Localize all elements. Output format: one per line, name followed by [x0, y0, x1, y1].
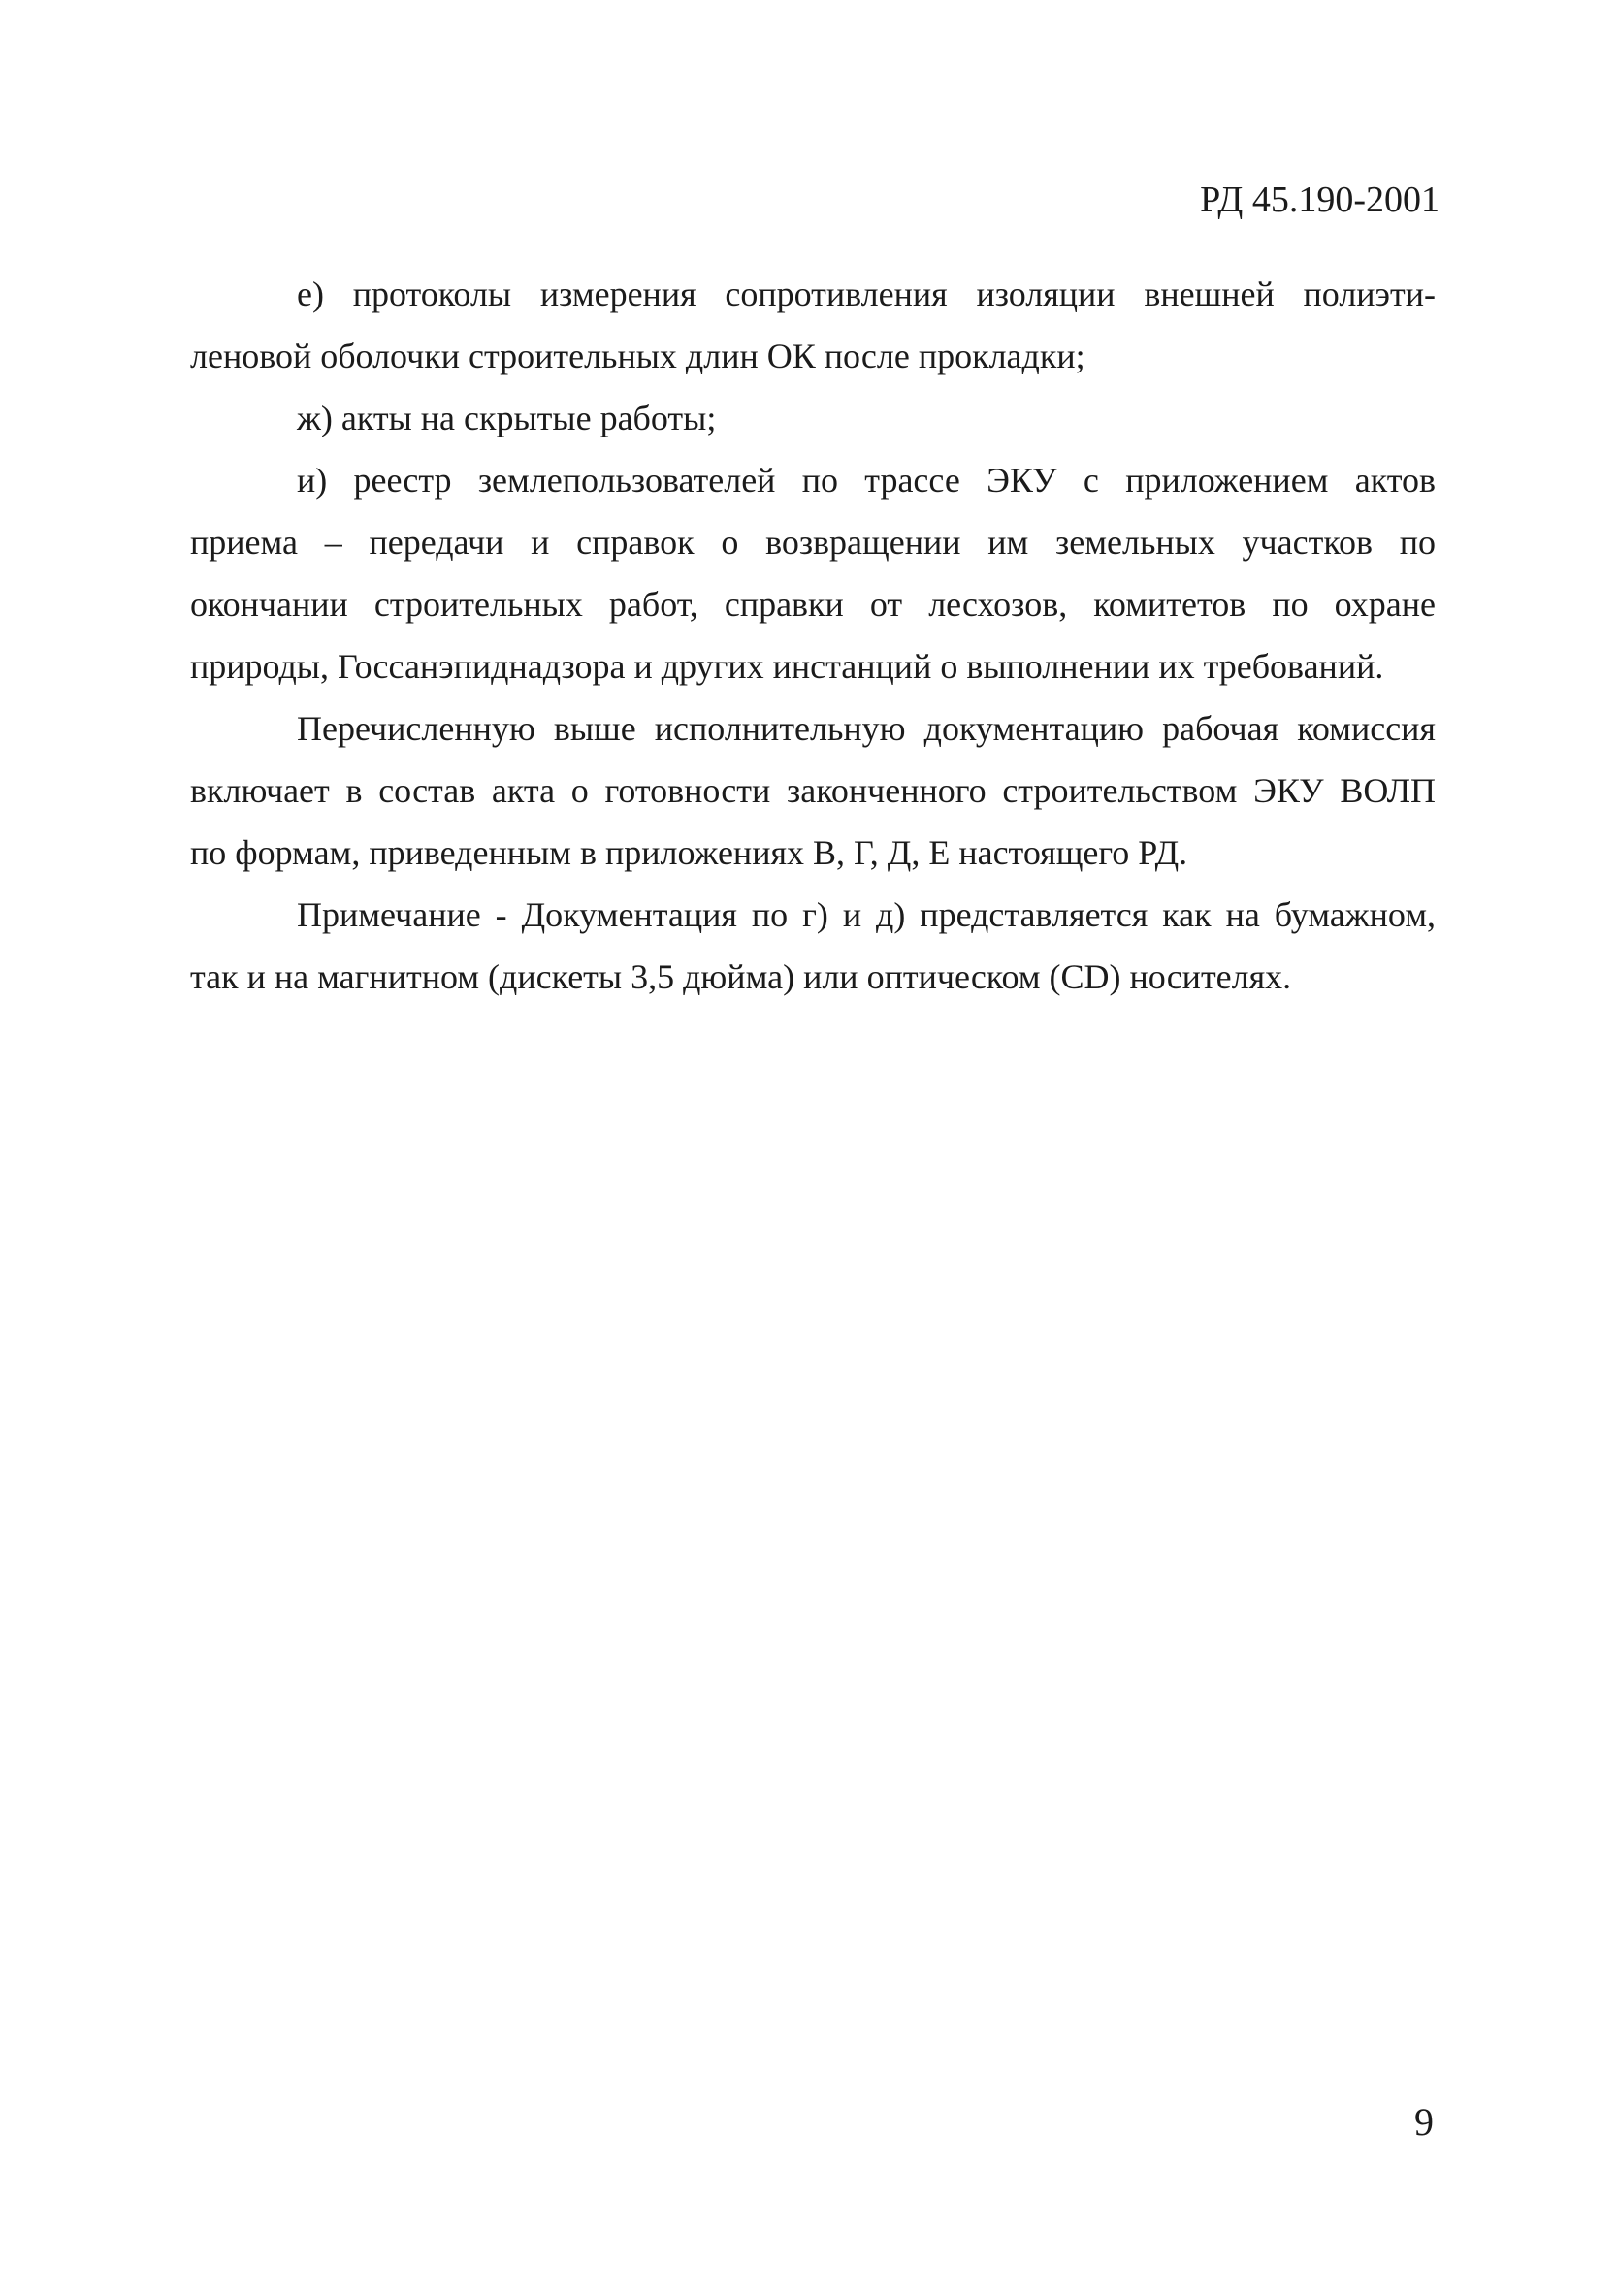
paragraph-note [190, 884, 1436, 1008]
text-line: Примечание - Документация по г) и д) представляется как на бумажном, [297, 895, 1436, 934]
text-line: леновой оболочки строительных длин ОК после прокладки; [190, 337, 1085, 375]
paragraph-item-e [190, 263, 1436, 387]
text-line: так и на магнитном (дискеты 3,5 дюйма) или оптическом (CD) носителях. [190, 957, 1292, 996]
paragraph-item-i [190, 449, 1436, 697]
text-line: природы, Госсанэпиднадзора и других инстанций о выполнении их требований. [190, 647, 1384, 686]
paragraph-summary [190, 697, 1436, 884]
text-line: включает в состав акта о готовности законченного строительством ЭКУ ВОЛП [190, 771, 1436, 810]
document-code-header: РД 45.190-2001 [1200, 179, 1440, 220]
text-line: и) реестр землепользователей по трассе ЭКУ с приложением актов [297, 461, 1436, 500]
text-line: окончании строительных работ, справки от лесхозов, комитетов по охране [190, 585, 1436, 624]
paragraph-item-zh [190, 387, 1436, 449]
page-number: 9 [1414, 2100, 1434, 2144]
text-line: ж) акты на скрытые работы; [297, 399, 717, 437]
text-line: по формам, приведенным в приложениях В, Г, Д, Е настоящего РД. [190, 833, 1188, 872]
document-body [190, 263, 1436, 1008]
text-line: е) протоколы измерения сопротивления изоляции внешней полиэти- [297, 275, 1436, 313]
text-line: приема – передачи и справок о возвращении им земельных участков по [190, 523, 1436, 562]
text-line: Перечисленную выше исполнительную документацию рабочая комиссия [297, 709, 1436, 748]
